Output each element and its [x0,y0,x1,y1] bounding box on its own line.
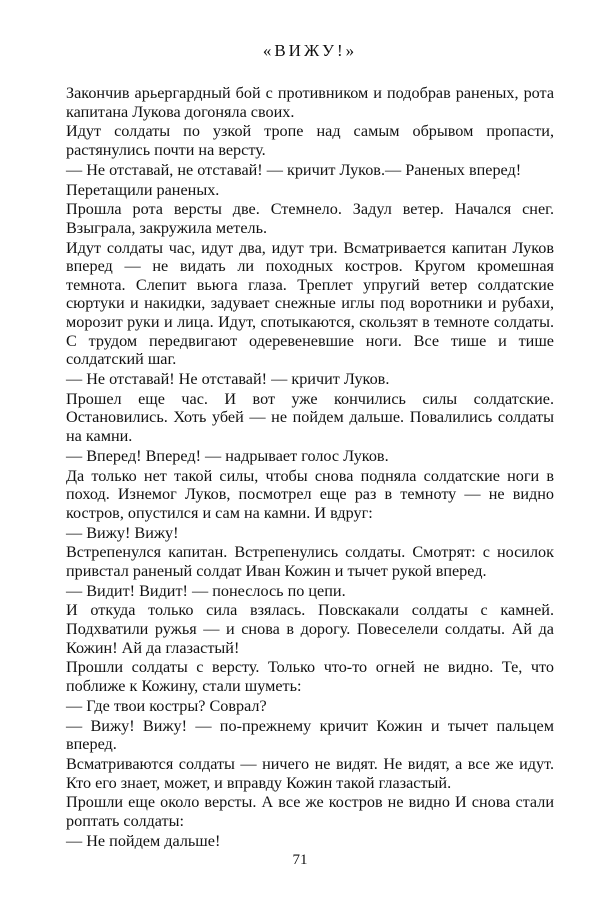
paragraph: — Вижу! Вижу! [66,523,179,542]
chapter-title: «ВИЖУ!» [262,41,358,60]
paragraph: Идут солдаты час, идут два, идут три. Всматривается капитан Луков вперед — не видать ли походных костров. Кругом кромешная темнота. Слепит вьюга глаза. Треплет упругий ветер солдатские сюртуки и накидки, задувает снежные иглы под воротники и рубахи, морозит руки и лица. Идут, спотыкаются, скользят в темноте солдаты. С трудом передвигают одеревеневшие ноги. Все тише и тише солдатский шаг. [66,238,554,369]
page-body [66,40,554,850]
paragraph: И откуда только сила взялась. Повскакали солдаты с камней. Подхватили ружья — и снова в дорогу. Повеселели солдаты. Ай да Кожин! Ай да глазастый! [66,601,554,657]
paragraph: Перетащили раненых. [66,180,220,199]
page-number: 71 [292,852,308,868]
paragraph: — Не отставай! Не отставай! — кричит Луков. [66,370,390,389]
paragraph: Встрепенулся капитан. Встрепенулись солдаты. Смотрят: с носилок привстал раненый солдат Иван Кожин и тычет рукой вперед. [66,543,554,580]
paragraph: Да только нет такой силы, чтобы снова подняла солдатские ноги в поход. Изнемог Луков, посмотрел еще раз в темноту — не видно костров, опустился и сам на камни. И вдруг: [66,466,554,522]
paragraph: Закончив арьергардный бой с противником и подобрав раненых, рота капитана Лукова догоняла своих. [66,84,554,121]
paragraph: Прошла рота версты две. Стемнело. Задул ветер. Начался снег. Взыграла, закружила метель. [66,200,554,237]
paragraph: Прошел еще час. И вот уже кончились силы солдатские. Остановились. Хоть убей — не пойдем дальше. Повалились солдаты на камни. [66,389,554,445]
paragraph: — Видит! Видит! — понеслось по цепи. [66,581,346,600]
paragraph: Прошли солдаты с версту. Только что-то огней не видно. Те, что поближе к Кожину, стали шуметь: [66,658,554,696]
paragraph: Прошли еще около версты. А все же костров не видно И снова стали роптать солдаты: [66,793,554,830]
paragraph: — Вижу! Вижу! — по-прежнему кричит Кожин и тычет пальцем вперед. [66,716,554,754]
paragraph: Всматриваются солдаты — ничего не видят. Не видят, а все же идут. Кто его знает, может, и вправду Кожин такой глазастый. [66,754,554,792]
paragraph: Идут солдаты по узкой тропе над самым обрывом пропасти, растянулись почти на версту. [66,122,554,159]
paragraph: — Вперед! Вперед! — надрывает голос Луков. [66,446,389,465]
paragraph: — Где твои костры? Соврал? [66,696,267,715]
paragraph: — Не отставай, не отставай! — кричит Луков.— Раненых вперед! [66,160,522,179]
paragraph: — Не пойдем дальше! [66,831,221,850]
text-body [66,84,554,850]
